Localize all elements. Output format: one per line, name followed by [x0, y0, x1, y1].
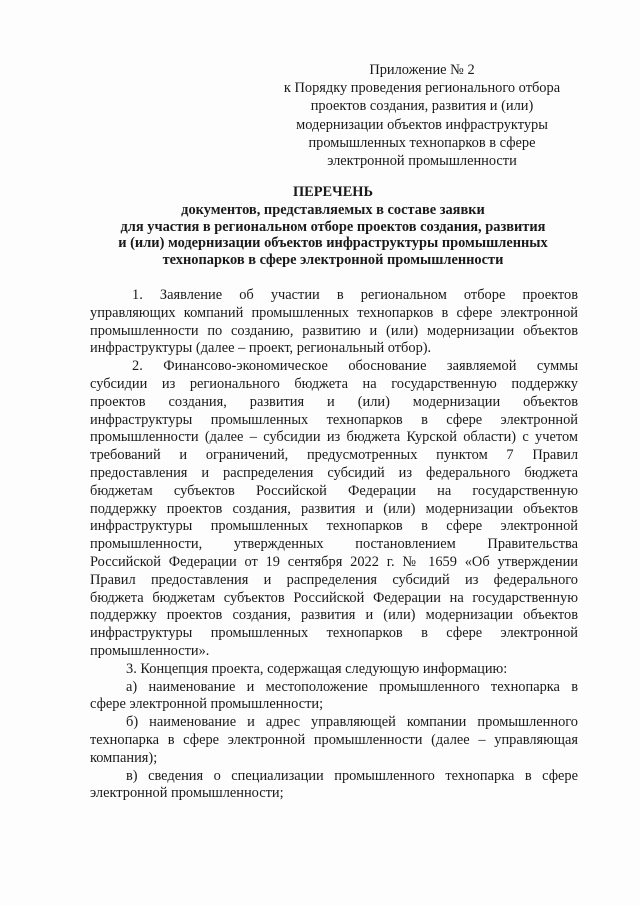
- title-line: и (или) модернизации объектов инфраструктуры промышленных: [118, 235, 548, 252]
- body-line: промышленности, утвержденных постановлением Правительства: [90, 536, 578, 553]
- body-line: компания);: [90, 749, 158, 766]
- body-line: управляющих компаний промышленных технопарков в сфере электронной: [90, 304, 578, 321]
- title-line: для участия в региональном отборе проектов создания, развития: [120, 218, 546, 235]
- body-line: требований и ограничений, предусмотренных пунктом 7 Правил: [90, 447, 578, 464]
- appendix-line: к Порядку проведения регионального отбора: [283, 80, 561, 97]
- body-line: 2. Финансово-экономическое обоснование заявляемой суммы: [132, 358, 578, 375]
- body-line: а) наименование и местоположение промышленного технопарка в: [126, 678, 578, 695]
- body-line: б) наименование и адрес управляющей компании промышленного: [126, 714, 578, 731]
- title-heading: ПЕРЕЧЕНЬ: [292, 184, 374, 200]
- body-line: промышленности (далее – субсидии из бюджета Курской области) с учетом: [90, 429, 578, 446]
- body-line: промышленности по созданию, развитию и (или) модернизации объектов: [90, 322, 578, 339]
- body-line: предоставления и распределения субсидий из федерального бюджета: [90, 464, 578, 481]
- body-line: инфраструктуры промышленных технопарков в сфере электронной: [90, 518, 578, 535]
- body-line: 1. Заявление об участии в региональном отборе проектов: [132, 287, 578, 303]
- body-line: проектов создания, развития и (или) модернизации объектов: [90, 393, 578, 410]
- appendix-note: [262, 61, 582, 170]
- body-line: инфраструктуры промышленных технопарков в сфере электронной: [90, 411, 578, 428]
- body-line: Правил предоставления и распределения субсидий из федерального: [90, 571, 578, 588]
- body-line: бюджета бюджетам субъектов Российской Федерации на государственную: [90, 589, 578, 606]
- title-line: технопарков в сфере электронной промышленности: [162, 251, 504, 268]
- appendix-line: Приложение № 2: [369, 62, 475, 78]
- body-line: поддержку проектов создания, развития и (или) модернизации объектов: [90, 607, 578, 624]
- body-line: технопарка в сфере электронной промышленности (далее – управляющая: [90, 731, 578, 748]
- appendix-line: промышленных технопарков в сфере: [308, 134, 536, 151]
- appendix-line: электронной промышленности: [327, 153, 517, 170]
- body-line: 3. Концепция проекта, содержащая следующую информацию:: [126, 660, 508, 677]
- body-line: в) сведения о специализации промышленного технопарка в сфере: [126, 767, 578, 784]
- body-line: электронной промышленности;: [90, 785, 284, 802]
- body-line: поддержку проектов создания, развития и (или) модернизации объектов: [90, 500, 578, 517]
- document-title: [80, 184, 586, 268]
- body-line: промышленности».: [90, 642, 210, 659]
- title-line: документов, представляемых в составе заявки: [181, 202, 485, 219]
- body-line: сфере электронной промышленности;: [90, 696, 324, 713]
- appendix-line: проектов создания, развития и (или): [310, 98, 534, 115]
- appendix-line: модернизации объектов инфраструктуры: [296, 116, 548, 133]
- body-line: инфраструктуры промышленных технопарков в сфере электронной: [90, 625, 578, 642]
- body-line: инфраструктуры (далее – проект, региональный отбор).: [90, 340, 432, 357]
- document-body: [90, 287, 578, 803]
- body-line: Российской Федерации от 19 сентября 2022 г. № 1659 «Об утверждении: [90, 553, 578, 570]
- body-line: бюджетам субъектов Российской Федерации на государственную: [90, 482, 578, 499]
- body-line: субсидии из регионального бюджета на государственную поддержку: [90, 375, 578, 392]
